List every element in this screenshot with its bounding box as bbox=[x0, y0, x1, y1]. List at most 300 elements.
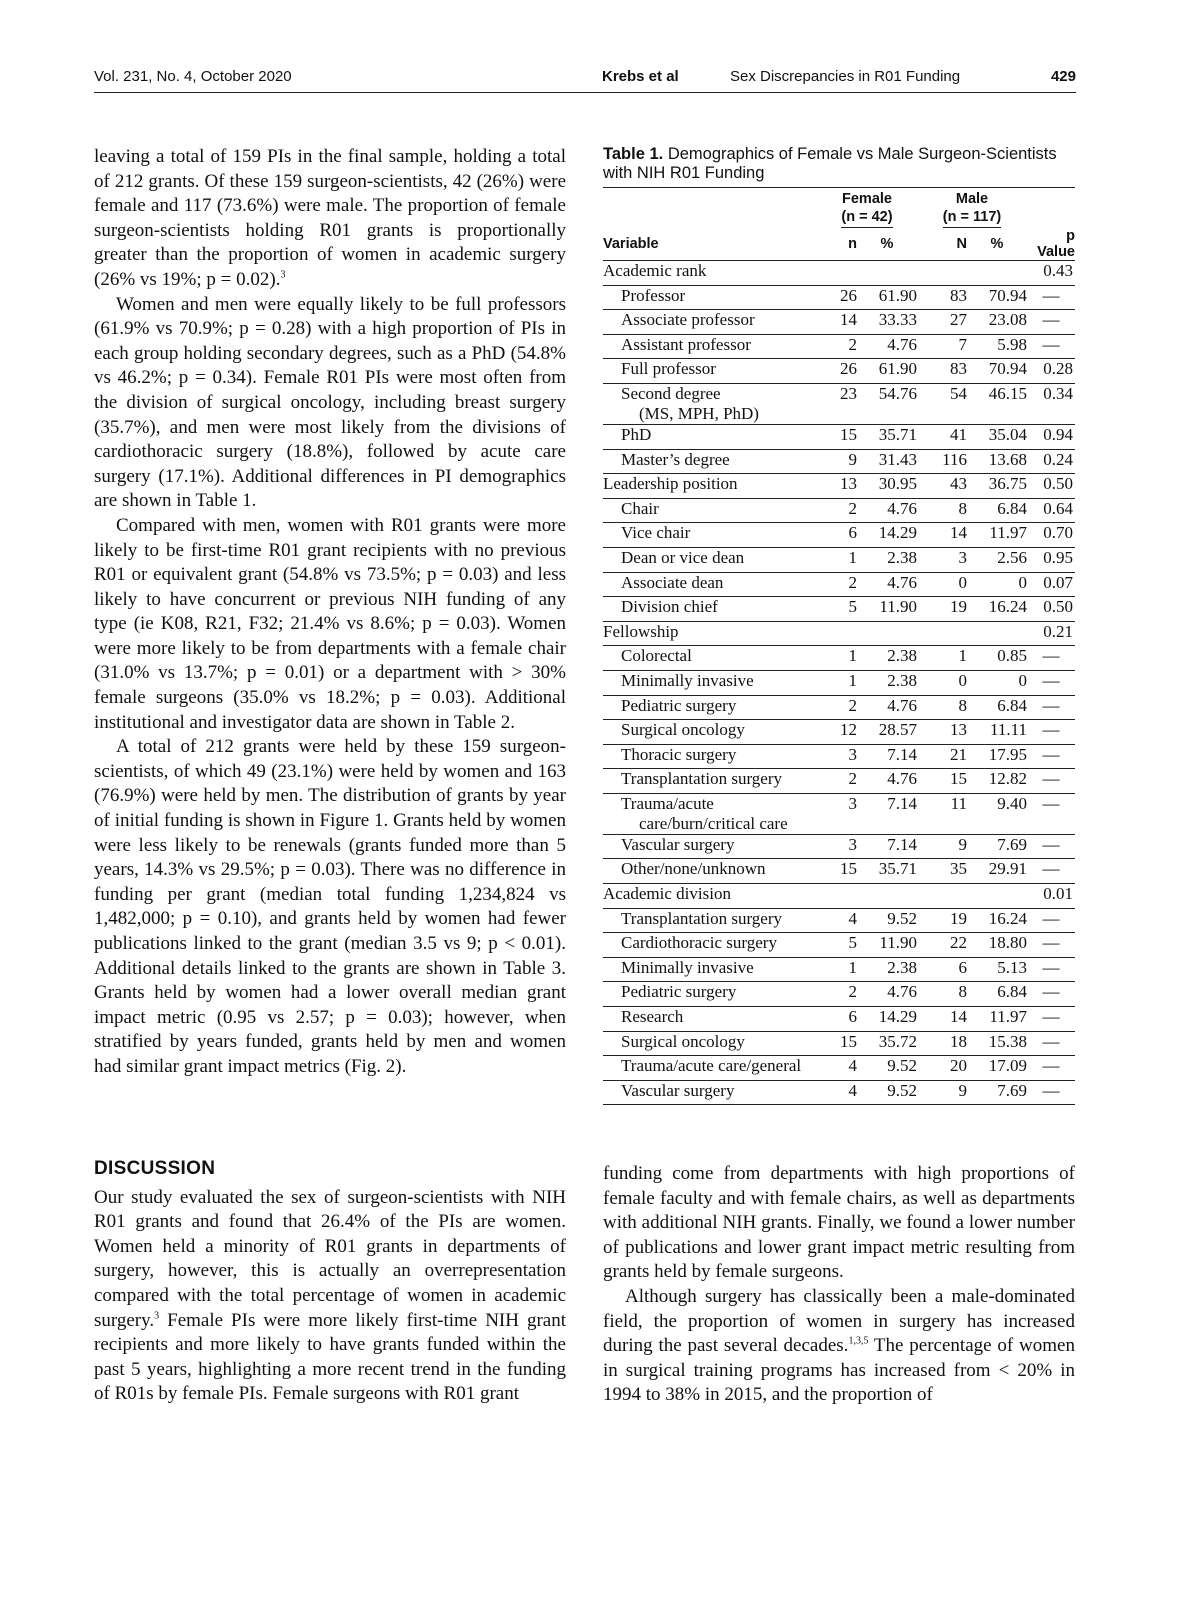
row-label bbox=[603, 1031, 817, 1056]
table-1 bbox=[603, 145, 1075, 1105]
male-percent-cell: 17.95 bbox=[967, 744, 1027, 769]
table-row bbox=[603, 1056, 1075, 1081]
male-n-cell bbox=[917, 884, 967, 909]
row-label-text: Trauma/acute care/general bbox=[621, 1056, 802, 1076]
male-n-cell bbox=[917, 621, 967, 646]
row-label bbox=[603, 334, 817, 359]
male-n-cell: 116 bbox=[917, 449, 967, 474]
p-value-cell: 0.70 bbox=[1027, 523, 1075, 548]
male-n-cell: 35 bbox=[917, 859, 967, 884]
male-n-cell: 43 bbox=[917, 474, 967, 499]
female-n-cell: 14 bbox=[817, 310, 857, 335]
row-label-text: Second degree bbox=[621, 383, 721, 403]
male-percent-cell: 0 bbox=[967, 572, 1027, 597]
row-label-text: Assistant professor bbox=[621, 334, 751, 354]
male-percent-cell: 2.56 bbox=[967, 547, 1027, 572]
table-label: Table 1. bbox=[603, 145, 664, 163]
row-label bbox=[603, 474, 817, 499]
p-value-cell: — bbox=[1027, 933, 1075, 958]
p-value-cell: 0.34 bbox=[1027, 383, 1075, 424]
row-label bbox=[603, 261, 817, 286]
male-percent-cell: 11.97 bbox=[967, 523, 1027, 548]
female-percent-cell: 9.52 bbox=[857, 1056, 917, 1081]
table-row bbox=[603, 572, 1075, 597]
p-value-cell: 0.64 bbox=[1027, 498, 1075, 523]
column-header-variable: Variable bbox=[603, 228, 817, 261]
p-value-cell: 0.95 bbox=[1027, 547, 1075, 572]
p-value-cell: 0.24 bbox=[1027, 449, 1075, 474]
male-percent-cell: 6.84 bbox=[967, 498, 1027, 523]
p-value-cell: — bbox=[1027, 334, 1075, 359]
row-label bbox=[603, 982, 817, 1007]
column-header-male-percent: % bbox=[967, 228, 1027, 261]
table-row bbox=[603, 1080, 1075, 1105]
row-label-text: Vascular surgery bbox=[621, 834, 735, 854]
row-label-continuation: care/burn/critical care bbox=[639, 813, 788, 833]
male-percent-cell: 36.75 bbox=[967, 474, 1027, 499]
table-row bbox=[603, 285, 1075, 310]
male-percent-cell: 12.82 bbox=[967, 769, 1027, 794]
male-percent-cell: 70.94 bbox=[967, 359, 1027, 384]
male-n-cell: 3 bbox=[917, 547, 967, 572]
table-row bbox=[603, 261, 1075, 286]
row-label-text: Pediatric surgery bbox=[621, 982, 737, 1002]
p-value-cell: — bbox=[1027, 1080, 1075, 1105]
table-row bbox=[603, 859, 1075, 884]
female-percent-cell: 2.38 bbox=[857, 646, 917, 671]
table-row bbox=[603, 334, 1075, 359]
discussion-section bbox=[94, 1157, 566, 1407]
row-label bbox=[603, 744, 817, 769]
female-n-cell: 26 bbox=[817, 285, 857, 310]
female-n-cell: 1 bbox=[817, 957, 857, 982]
p-value-cell: — bbox=[1027, 1031, 1075, 1056]
male-n-cell: 22 bbox=[917, 933, 967, 958]
journal-volume: Vol. 231, No. 4, October 2020 bbox=[94, 68, 292, 85]
male-n-cell: 41 bbox=[917, 424, 967, 449]
row-label-text: Transplantation surgery bbox=[621, 908, 783, 928]
row-label bbox=[603, 523, 817, 548]
row-label bbox=[603, 834, 817, 859]
p-value-cell: — bbox=[1027, 744, 1075, 769]
male-label: Male bbox=[955, 191, 989, 207]
paragraph-text: The percentage of women in surgical training programs has increased from < 20% in 1994 to 38% in 2015, and the proportion of bbox=[603, 1335, 1075, 1406]
table-row bbox=[603, 646, 1075, 671]
male-percent-cell: 46.15 bbox=[967, 383, 1027, 424]
table-row bbox=[603, 769, 1075, 794]
row-label bbox=[603, 359, 817, 384]
male-percent-cell: 23.08 bbox=[967, 310, 1027, 335]
male-percent-cell: 17.09 bbox=[967, 1056, 1027, 1081]
row-label-text: Vascular surgery bbox=[621, 1080, 735, 1100]
male-n-cell: 0 bbox=[917, 670, 967, 695]
female-label: Female bbox=[842, 191, 892, 207]
reference-marker: 3 bbox=[154, 1310, 160, 1322]
female-percent-cell: 35.71 bbox=[857, 424, 917, 449]
p-value-cell: — bbox=[1027, 982, 1075, 1007]
p-value-cell: 0.50 bbox=[1027, 597, 1075, 622]
female-n-cell: 1 bbox=[817, 646, 857, 671]
female-n-cell: 2 bbox=[817, 498, 857, 523]
row-label bbox=[603, 908, 817, 933]
male-n-cell: 21 bbox=[917, 744, 967, 769]
female-percent-cell: 30.95 bbox=[857, 474, 917, 499]
female-n-cell: 2 bbox=[817, 769, 857, 794]
female-percent-cell: 9.52 bbox=[857, 1080, 917, 1105]
male-n-cell: 13 bbox=[917, 720, 967, 745]
female-percent-cell: 4.76 bbox=[857, 982, 917, 1007]
female-n-cell: 2 bbox=[817, 982, 857, 1007]
row-label-text: Pediatric surgery bbox=[621, 695, 737, 715]
p-value-cell: 0.21 bbox=[1027, 621, 1075, 646]
male-n-cell: 27 bbox=[917, 310, 967, 335]
female-percent-cell: 4.76 bbox=[857, 695, 917, 720]
table-row bbox=[603, 359, 1075, 384]
row-label bbox=[603, 646, 817, 671]
table-row bbox=[603, 383, 1075, 424]
paragraph: Compared with men, women with R01 grants were more likely to be first-time R01 grant recipients with no previous R01 or equivalent grant (54.8% vs 73.5%; p = 0.03) and less likely to have concurrent or previous NIH funding of any type (ie K08, R21, F32; 21.4% vs 8.6%; p = 0.03). Women were more likely to be from departments with a female chair (31.0% vs 13.7%; p = 0.01) or a department with > 30% female surgeons (35.0% vs 18.2%; p = 0.03). Additional institutional and investigator data are shown in Table 2. bbox=[94, 514, 566, 733]
p-value-cell: — bbox=[1027, 670, 1075, 695]
male-n-cell: 8 bbox=[917, 695, 967, 720]
row-label bbox=[603, 957, 817, 982]
female-n-cell: 5 bbox=[817, 597, 857, 622]
p-value-cell: 0.50 bbox=[1027, 474, 1075, 499]
p-value-cell: — bbox=[1027, 285, 1075, 310]
female-n-cell: 3 bbox=[817, 834, 857, 859]
male-n-cell: 15 bbox=[917, 769, 967, 794]
male-n: (n = 117) bbox=[943, 208, 1001, 228]
row-label-text: Minimally invasive bbox=[621, 957, 754, 977]
reference-marker: 1,3,5 bbox=[848, 1335, 869, 1347]
male-percent-cell: 9.40 bbox=[967, 793, 1027, 834]
male-percent-cell: 35.04 bbox=[967, 424, 1027, 449]
row-label bbox=[603, 720, 817, 745]
female-percent-cell bbox=[857, 261, 917, 286]
p-value-cell: 0.07 bbox=[1027, 572, 1075, 597]
row-label-text: Colorectal bbox=[621, 646, 692, 666]
female-n-cell: 4 bbox=[817, 908, 857, 933]
male-percent-cell bbox=[967, 884, 1027, 909]
table-row bbox=[603, 523, 1075, 548]
female-n-cell: 6 bbox=[817, 523, 857, 548]
male-percent-cell: 16.24 bbox=[967, 597, 1027, 622]
female-percent-cell: 7.14 bbox=[857, 744, 917, 769]
female-percent-cell: 54.76 bbox=[857, 383, 917, 424]
paragraph-text: Our study evaluated the sex of surgeon-scientists with NIH R01 grants and found that 26.4% of the PIs are women. Women held a minority of R01 grants in departments of surgery, however, this is actually an overrepresentation compared with the total percentage of women in academic surgery. bbox=[94, 1186, 566, 1331]
p-value-cell: — bbox=[1027, 834, 1075, 859]
table-row bbox=[603, 834, 1075, 859]
row-label-text: Transplantation surgery bbox=[621, 769, 783, 789]
female-percent-cell: 4.76 bbox=[857, 498, 917, 523]
p-value-cell: — bbox=[1027, 720, 1075, 745]
female-percent-cell: 11.90 bbox=[857, 933, 917, 958]
row-label-text: PhD bbox=[621, 424, 652, 444]
p-value-cell: — bbox=[1027, 908, 1075, 933]
female-n: (n = 42) bbox=[841, 208, 892, 228]
row-label bbox=[603, 424, 817, 449]
male-n-cell: 14 bbox=[917, 1007, 967, 1032]
female-percent-cell: 61.90 bbox=[857, 285, 917, 310]
male-n-cell: 54 bbox=[917, 383, 967, 424]
female-percent-cell: 14.29 bbox=[857, 1007, 917, 1032]
male-percent-cell: 15.38 bbox=[967, 1031, 1027, 1056]
male-n-cell: 83 bbox=[917, 359, 967, 384]
table-row bbox=[603, 957, 1075, 982]
male-n-cell: 9 bbox=[917, 834, 967, 859]
male-n-cell: 14 bbox=[917, 523, 967, 548]
table-row bbox=[603, 982, 1075, 1007]
row-label bbox=[603, 1056, 817, 1081]
table-row bbox=[603, 1007, 1075, 1032]
female-n-cell: 15 bbox=[817, 1031, 857, 1056]
column-header-female-percent: % bbox=[857, 228, 917, 261]
table-row bbox=[603, 933, 1075, 958]
column-header-male-n: N bbox=[917, 228, 967, 261]
row-label bbox=[603, 1080, 817, 1105]
row-label-text: Other/none/unknown bbox=[621, 859, 766, 879]
female-percent-cell: 2.38 bbox=[857, 957, 917, 982]
page-number: 429 bbox=[1050, 68, 1076, 85]
right-column-discussion bbox=[603, 1162, 1075, 1408]
row-label-text: Full professor bbox=[621, 359, 716, 379]
female-n-cell: 26 bbox=[817, 359, 857, 384]
female-percent-cell: 7.14 bbox=[857, 793, 917, 834]
demographics-table bbox=[603, 188, 1075, 1105]
female-percent-cell: 33.33 bbox=[857, 310, 917, 335]
female-n-cell: 2 bbox=[817, 334, 857, 359]
column-header-p-value: p Value bbox=[1027, 228, 1075, 261]
row-label bbox=[603, 449, 817, 474]
female-percent-cell: 7.14 bbox=[857, 834, 917, 859]
table-row bbox=[603, 498, 1075, 523]
p-value-cell: — bbox=[1027, 1007, 1075, 1032]
female-percent-cell: 11.90 bbox=[857, 597, 917, 622]
row-label-text: Academic rank bbox=[603, 261, 707, 280]
female-n-cell: 4 bbox=[817, 1056, 857, 1081]
male-percent-cell bbox=[967, 261, 1027, 286]
row-label bbox=[603, 498, 817, 523]
table-row bbox=[603, 424, 1075, 449]
male-n-cell: 9 bbox=[917, 1080, 967, 1105]
male-percent-cell bbox=[967, 621, 1027, 646]
row-label-text: Academic division bbox=[603, 884, 731, 904]
female-n-cell: 23 bbox=[817, 383, 857, 424]
female-n-cell bbox=[817, 884, 857, 909]
p-value-cell: 0.28 bbox=[1027, 359, 1075, 384]
female-percent-cell: 14.29 bbox=[857, 523, 917, 548]
male-n-cell: 8 bbox=[917, 498, 967, 523]
row-label-text: Surgical oncology bbox=[621, 1031, 745, 1051]
running-head bbox=[94, 68, 1076, 93]
row-label bbox=[603, 1007, 817, 1032]
female-n-cell: 13 bbox=[817, 474, 857, 499]
female-n-cell: 15 bbox=[817, 424, 857, 449]
male-group-header bbox=[917, 188, 1027, 228]
row-label-text: Minimally invasive bbox=[621, 670, 754, 690]
paragraph bbox=[94, 145, 566, 293]
p-value-cell: 0.94 bbox=[1027, 424, 1075, 449]
male-percent-cell: 0.85 bbox=[967, 646, 1027, 671]
row-label-text: Cardiothoracic surgery bbox=[621, 933, 777, 953]
row-label-text: Research bbox=[621, 1007, 684, 1027]
paragraph: Women and men were equally likely to be full professors (61.9% vs 70.9%; p = 0.28) with a high proportion of PIs in each group holding secondary degrees, such as a PhD (54.8% vs 46.2%; p = 0.34). Female R01 PIs were most often from the division of surgical oncology, including breast surgery (35.7%), and men were most likely from the divisions of cardiothoracic surgery (18.8%), followed by acute care surgery (17.1%). Additional differences in PI demographics are shown in Table 1. bbox=[94, 293, 566, 512]
row-label bbox=[603, 769, 817, 794]
row-label bbox=[603, 793, 817, 834]
table-row bbox=[603, 695, 1075, 720]
paragraph: funding come from departments with high proportions of female faculty and with female chairs, as well as departments with additional NIH grants. Finally, we found a lower number of publications and lower grant impact metric resulting from grants held by female surgeons. bbox=[603, 1163, 1075, 1283]
row-label-text: Surgical oncology bbox=[621, 720, 745, 740]
section-heading: DISCUSSION bbox=[94, 1158, 216, 1179]
female-percent-cell bbox=[857, 884, 917, 909]
row-label-text: Thoracic surgery bbox=[621, 744, 737, 764]
table-row bbox=[603, 884, 1075, 909]
male-percent-cell: 5.13 bbox=[967, 957, 1027, 982]
paragraph-text: leaving a total of 159 PIs in the final sample, holding a total of 212 grants. Of these 159 surgeon-scientists, 42 (26%) were female and 117 (73.6%) were male. The proportion of female surgeon-scientists holding R01 grants is proportionally greater than the proportion of women in academic surgery (26% vs 19%; p = 0.02). bbox=[94, 146, 566, 290]
row-label bbox=[603, 572, 817, 597]
female-n-cell: 3 bbox=[817, 793, 857, 834]
female-n-cell: 1 bbox=[817, 670, 857, 695]
female-n-cell: 9 bbox=[817, 449, 857, 474]
female-n-cell: 15 bbox=[817, 859, 857, 884]
female-n-cell: 1 bbox=[817, 547, 857, 572]
female-n-cell: 4 bbox=[817, 1080, 857, 1105]
male-n-cell: 11 bbox=[917, 793, 967, 834]
row-label-text: Associate dean bbox=[621, 572, 724, 592]
paragraph-text: Although surgery has classically been a male-dominated field, the proportion of women in surgery has increased during the past several decades. bbox=[603, 1285, 1075, 1357]
table-caption bbox=[603, 145, 1075, 188]
male-n-cell: 18 bbox=[917, 1031, 967, 1056]
row-label-text: Master’s degree bbox=[621, 449, 730, 469]
table-row bbox=[603, 621, 1075, 646]
paragraph bbox=[94, 1186, 566, 1407]
male-n-cell: 8 bbox=[917, 982, 967, 1007]
column-header-female-n: n bbox=[817, 228, 857, 261]
male-n-cell: 1 bbox=[917, 646, 967, 671]
female-n-cell: 12 bbox=[817, 720, 857, 745]
row-label-text: Fellowship bbox=[603, 621, 679, 641]
row-label bbox=[603, 621, 817, 646]
female-percent-cell: 35.71 bbox=[857, 859, 917, 884]
male-percent-cell: 16.24 bbox=[967, 908, 1027, 933]
left-column-results bbox=[94, 145, 566, 1080]
female-percent-cell: 2.38 bbox=[857, 547, 917, 572]
row-label-text: Leadership position bbox=[603, 474, 738, 494]
row-label bbox=[603, 859, 817, 884]
table-row bbox=[603, 744, 1075, 769]
female-group-header bbox=[817, 188, 917, 228]
row-label bbox=[603, 933, 817, 958]
female-n-cell: 2 bbox=[817, 572, 857, 597]
table-row bbox=[603, 597, 1075, 622]
running-authors: Krebs et al bbox=[602, 68, 679, 85]
row-label bbox=[603, 547, 817, 572]
female-n-cell: 6 bbox=[817, 1007, 857, 1032]
p-header-spacer bbox=[1027, 188, 1075, 228]
male-n-cell: 20 bbox=[917, 1056, 967, 1081]
female-n-cell bbox=[817, 621, 857, 646]
male-n-cell: 0 bbox=[917, 572, 967, 597]
table-row bbox=[603, 310, 1075, 335]
female-n-cell: 3 bbox=[817, 744, 857, 769]
p-value-cell: — bbox=[1027, 769, 1075, 794]
female-percent-cell bbox=[857, 621, 917, 646]
male-percent-cell: 13.68 bbox=[967, 449, 1027, 474]
table-caption-text: Demographics of Female vs Male Surgeon-Scientists with NIH R01 Funding bbox=[603, 145, 1057, 182]
p-value-cell: 0.43 bbox=[1027, 261, 1075, 286]
female-percent-cell: 28.57 bbox=[857, 720, 917, 745]
male-n-cell: 83 bbox=[917, 285, 967, 310]
female-percent-cell: 4.76 bbox=[857, 769, 917, 794]
male-n-cell bbox=[917, 261, 967, 286]
table-row bbox=[603, 908, 1075, 933]
male-percent-cell: 5.98 bbox=[967, 334, 1027, 359]
female-percent-cell: 4.76 bbox=[857, 572, 917, 597]
male-percent-cell: 11.97 bbox=[967, 1007, 1027, 1032]
male-percent-cell: 6.84 bbox=[967, 982, 1027, 1007]
female-n-cell: 5 bbox=[817, 933, 857, 958]
male-percent-cell: 70.94 bbox=[967, 285, 1027, 310]
table-row bbox=[603, 449, 1075, 474]
male-n-cell: 19 bbox=[917, 597, 967, 622]
female-percent-cell: 4.76 bbox=[857, 334, 917, 359]
female-percent-cell: 2.38 bbox=[857, 670, 917, 695]
p-value-cell: 0.01 bbox=[1027, 884, 1075, 909]
table-row bbox=[603, 474, 1075, 499]
p-value-cell: — bbox=[1027, 957, 1075, 982]
p-value-cell: — bbox=[1027, 646, 1075, 671]
female-percent-cell: 31.43 bbox=[857, 449, 917, 474]
p-value-cell: — bbox=[1027, 793, 1075, 834]
male-n-cell: 19 bbox=[917, 908, 967, 933]
male-percent-cell: 29.91 bbox=[967, 859, 1027, 884]
reference-marker: 3 bbox=[280, 269, 286, 281]
female-percent-cell: 35.72 bbox=[857, 1031, 917, 1056]
row-label-text: Vice chair bbox=[621, 523, 691, 543]
female-percent-cell: 61.90 bbox=[857, 359, 917, 384]
row-label bbox=[603, 383, 817, 424]
row-label bbox=[603, 670, 817, 695]
row-label-text: Trauma/acute bbox=[621, 793, 714, 813]
row-label bbox=[603, 597, 817, 622]
table-body bbox=[603, 261, 1075, 1105]
row-label-text: Dean or vice dean bbox=[621, 547, 745, 567]
p-value-cell: — bbox=[1027, 310, 1075, 335]
running-title: Sex Discrepancies in R01 Funding bbox=[730, 68, 961, 85]
row-label-continuation: (MS, MPH, PhD) bbox=[639, 403, 759, 423]
male-percent-cell: 7.69 bbox=[967, 1080, 1027, 1105]
paragraph-text: Female PIs were more likely first-time NIH grant recipients and more likely to have grants funded within the past 5 years, highlighting a more recent trend in the funding of R01s by female PIs. Female surgeons with R01 grant bbox=[94, 1309, 566, 1405]
male-percent-cell: 0 bbox=[967, 670, 1027, 695]
paragraph bbox=[603, 1285, 1075, 1408]
female-percent-cell: 9.52 bbox=[857, 908, 917, 933]
table-row bbox=[603, 547, 1075, 572]
row-label bbox=[603, 695, 817, 720]
table-row bbox=[603, 720, 1075, 745]
variable-header-spacer bbox=[603, 188, 817, 228]
p-value-cell: — bbox=[1027, 859, 1075, 884]
table-row bbox=[603, 1031, 1075, 1056]
row-label-text: Division chief bbox=[621, 597, 718, 617]
male-percent-cell: 7.69 bbox=[967, 834, 1027, 859]
row-label-text: Chair bbox=[621, 498, 659, 518]
male-n-cell: 6 bbox=[917, 957, 967, 982]
female-n-cell bbox=[817, 261, 857, 286]
male-percent-cell: 11.11 bbox=[967, 720, 1027, 745]
male-percent-cell: 6.84 bbox=[967, 695, 1027, 720]
row-label bbox=[603, 310, 817, 335]
table-row bbox=[603, 670, 1075, 695]
row-label bbox=[603, 285, 817, 310]
